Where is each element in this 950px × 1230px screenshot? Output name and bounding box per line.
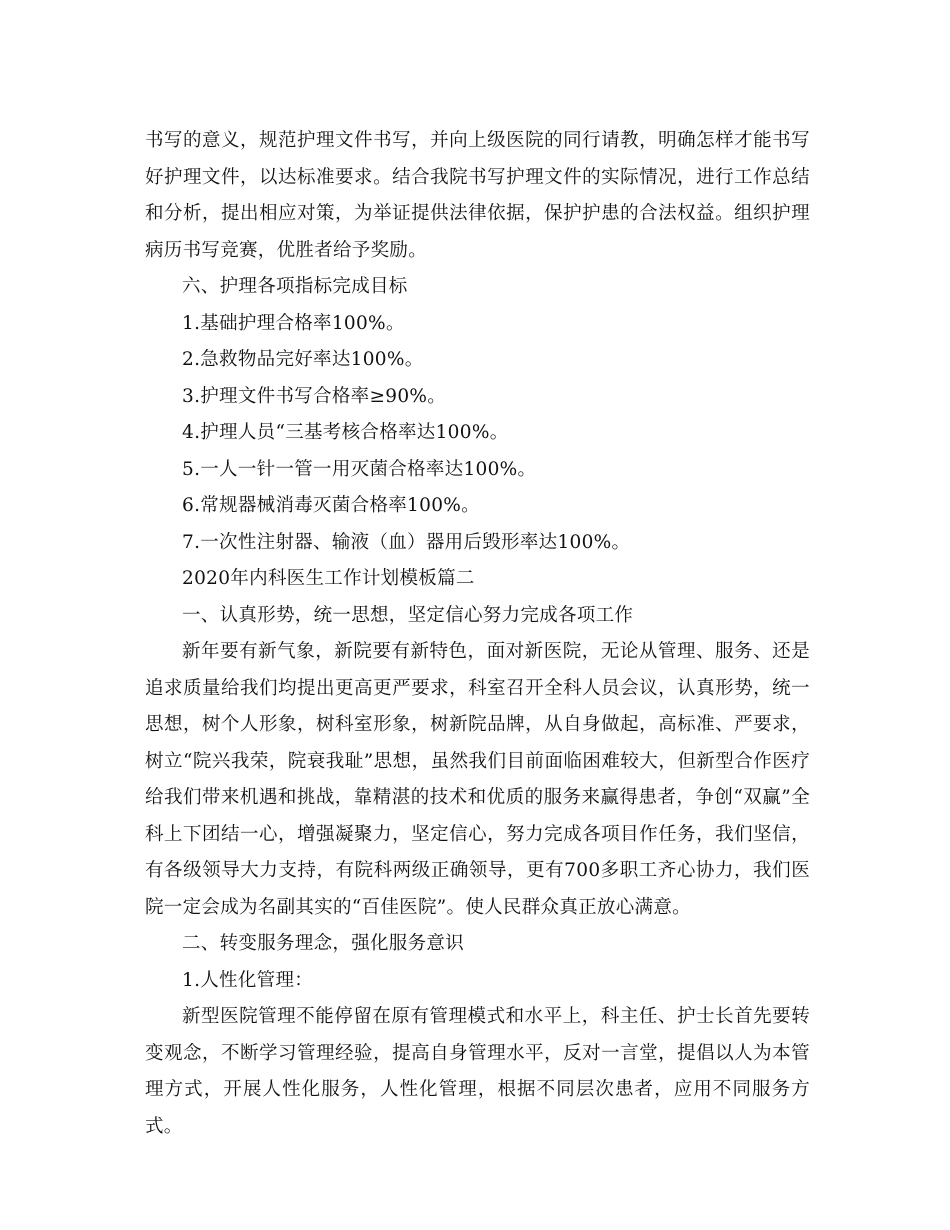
section-6-heading: 六、护理各项指标完成目标 — [182, 276, 408, 297]
target-item-4: 4.护理人员“三基考核合格率达100%。 — [182, 422, 509, 443]
part-2-section-1-body: 新年要有新气象，新院要有新特色，面对新医院，无论从管理、服务、还是追求质量给我们均提出更高更严要求，科室召开全科人员会议，认真形势，统一思想，树个人形象，树科室形象，树新院品牌，从自身做起，高标准、严要求，树立“院兴我荣，院衰我耻”思想，虽然我们目前面临困难较大，但新型合作医疗给我们带来机遇和挑战，靠精湛的技术和优质的服务来赢得患者，争创“双赢”全科上下团结一心，增强凝聚力，坚定信心，努力完成各项目作任务，我们坚信，有各级领导大力支持，有院科两级正确领导，更有700多职工齐心协力，我们医院一定会成为名副其实的“百佳医院”。使人民群众真正放心满意。 — [145, 641, 810, 918]
target-item-6: 6.常规器械消毒灭菌合格率100%。 — [182, 495, 480, 516]
target-item-1: 1.基础护理合格率100%。 — [182, 312, 405, 334]
target-item-3: 3.护理文件书写合格率≥90%。 — [182, 385, 447, 407]
part-2-section-1-heading: 一、认真形势，统一思想，坚定信心努力完成各项工作 — [182, 604, 634, 626]
part-2-subsection-1-heading: 1.人性化管理： — [182, 969, 314, 991]
target-item-5: 5.一人一针一管一用灭菌合格率达100%。 — [182, 458, 537, 480]
document-page — [145, 123, 810, 1145]
part-2-subsection-1-body: 新型医院管理不能停留在原有管理模式和水平上，科主任、护士长首先要转变观念，不断学习管理经验，提高自身管理水平，反对一言堂，提倡以人为本管理方式，开展人性化服务，人性化管理，根据不同层次患者，应用不同服务方式。 — [145, 1006, 810, 1137]
target-item-2: 2.急救物品完好率达100%。 — [182, 349, 424, 370]
part-2-title: 2020年内科医生工作计划模板篇二 — [182, 568, 475, 589]
target-item-7: 7.一次性注射器、输液（血）器用后毁形率达100%。 — [182, 531, 631, 553]
continued-paragraph: 书写的意义，规范护理文件书写，并向上级医院的同行请教，明确怎样才能书写好护理文件，以达标准要求。结合我院书写护理文件的实际情况，进行工作总结和分析，提出相应对策，为举证提供法律依据，保护护患的合法权益。组织护理病历书写竞赛，优胜者给予奖励。 — [145, 130, 810, 261]
part-2-section-2-heading: 二、转变服务理念，强化服务意识 — [182, 933, 465, 954]
